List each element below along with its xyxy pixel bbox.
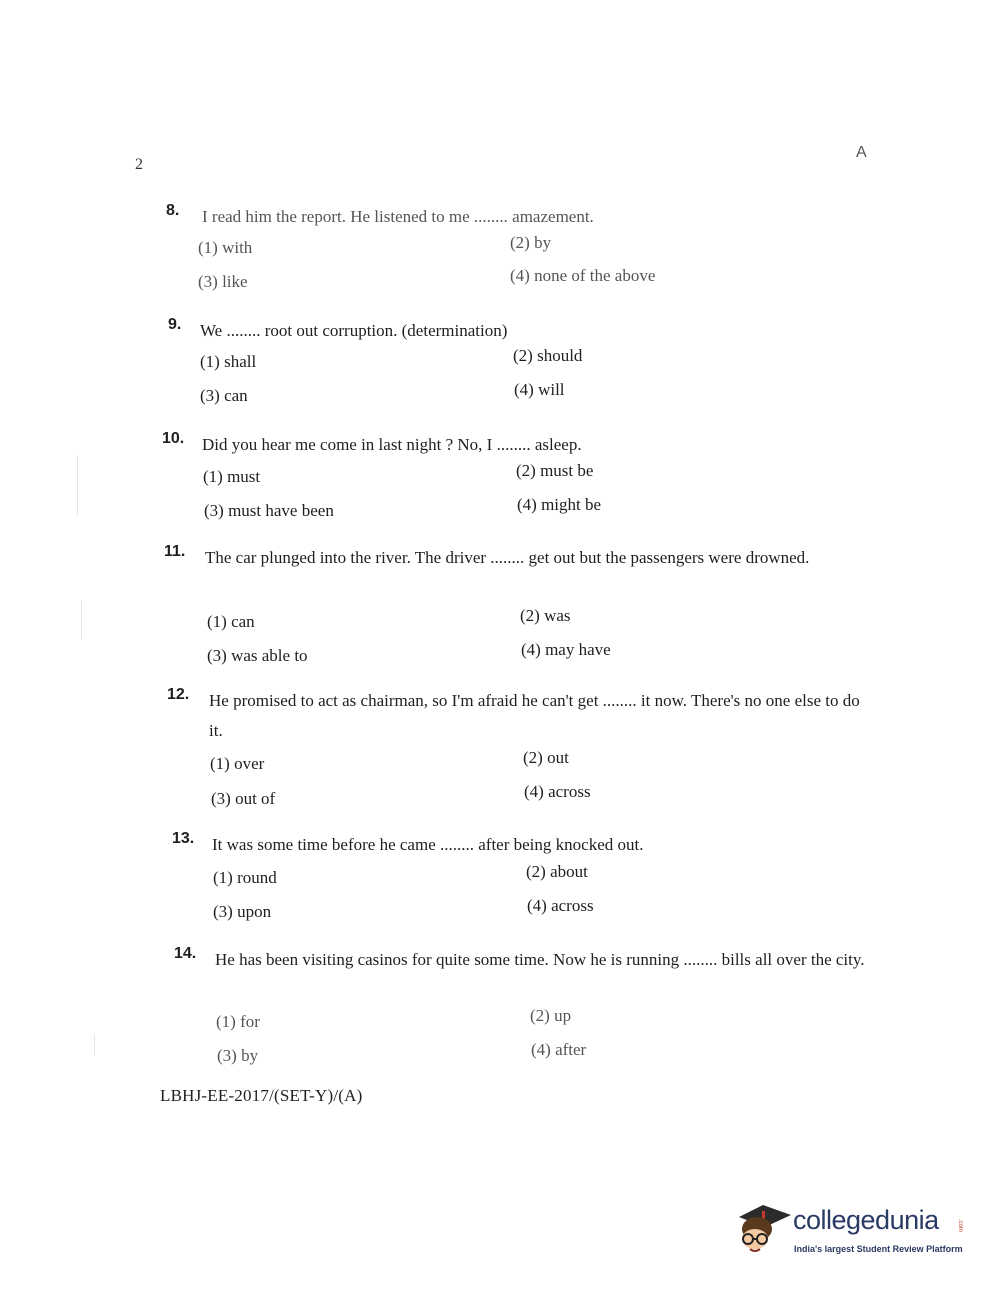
option-1: (1) shall bbox=[200, 352, 257, 371]
option-3: (3) out of bbox=[211, 789, 276, 808]
option-3: (3) must have been bbox=[204, 501, 334, 520]
logo-suffix: .com bbox=[957, 1219, 963, 1233]
question-text: The car plunged into the river. The driver ........ get out but the passengers were drowned. bbox=[205, 548, 810, 567]
option-4: (4) may have bbox=[521, 640, 611, 659]
option-2: (2) about bbox=[526, 862, 588, 881]
question-text: He promised to act as chairman, so I'm afraid he can't get ........ it now. There's no one else to do it. bbox=[209, 691, 860, 740]
option-3: (3) was able to bbox=[207, 646, 308, 665]
scan-mark bbox=[77, 455, 78, 515]
question-number: 9. bbox=[168, 316, 182, 333]
option-1: (1) with bbox=[198, 238, 253, 257]
question-text: Did you hear me come in last night ? No, I ........ asleep. bbox=[202, 435, 582, 454]
question-number: 13. bbox=[172, 830, 195, 847]
option-2: (2) must be bbox=[516, 461, 594, 480]
option-4: (4) none of the above bbox=[510, 266, 656, 285]
question-number: 10. bbox=[162, 430, 185, 447]
question-number: 12. bbox=[167, 686, 190, 703]
option-4: (4) across bbox=[527, 896, 594, 915]
option-3: (3) by bbox=[217, 1046, 259, 1065]
option-1: (1) for bbox=[216, 1012, 260, 1031]
option-4: (4) might be bbox=[517, 495, 602, 514]
logo-tagline: India's largest Student Review Platform bbox=[794, 1244, 963, 1254]
collegedunia-logo bbox=[735, 1195, 965, 1265]
question-text: He has been visiting casinos for quite some time. Now he is running ........ bills all over the city. bbox=[215, 950, 865, 969]
option-4: (4) after bbox=[531, 1040, 587, 1059]
option-2: (2) by bbox=[510, 233, 552, 252]
scan-mark bbox=[94, 1035, 95, 1055]
mascot-icon bbox=[735, 1195, 793, 1257]
page-number: 2 bbox=[135, 156, 143, 173]
question-number: 14. bbox=[174, 945, 197, 962]
scan-mark bbox=[81, 600, 82, 640]
question-text: It was some time before he came ........ after being knocked out. bbox=[212, 835, 644, 854]
question-number: 8. bbox=[166, 202, 180, 219]
option-1: (1) round bbox=[213, 868, 277, 887]
paper-code: LBHJ-EE-2017/(SET-Y)/(A) bbox=[160, 1086, 363, 1105]
question-number: 11. bbox=[164, 543, 186, 560]
set-letter: A bbox=[856, 144, 867, 161]
option-3: (3) like bbox=[198, 272, 248, 291]
option-2: (2) was bbox=[520, 606, 571, 625]
option-2: (2) out bbox=[523, 748, 569, 767]
option-2: (2) up bbox=[530, 1006, 572, 1025]
option-1: (1) over bbox=[210, 754, 265, 773]
option-1: (1) can bbox=[207, 612, 255, 631]
option-3: (3) can bbox=[200, 386, 248, 405]
question-text: I read him the report. He listened to me ........ amazement. bbox=[202, 207, 594, 226]
logo-wordmark: collegedunia bbox=[793, 1205, 939, 1235]
question-text: We ........ root out corruption. (determination) bbox=[200, 321, 508, 340]
option-2: (2) should bbox=[513, 346, 583, 365]
option-3: (3) upon bbox=[213, 902, 272, 921]
option-4: (4) across bbox=[524, 782, 591, 801]
option-1: (1) must bbox=[203, 467, 261, 486]
option-4: (4) will bbox=[514, 380, 565, 399]
